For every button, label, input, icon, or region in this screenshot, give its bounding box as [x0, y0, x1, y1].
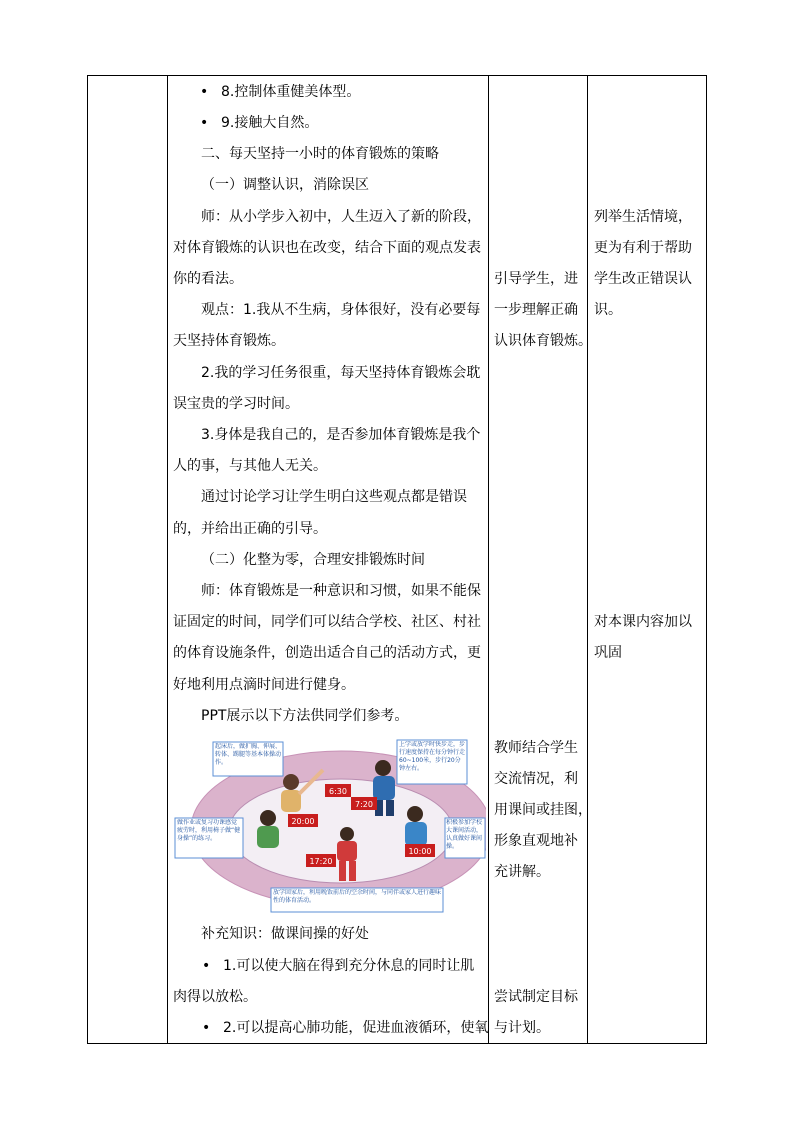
content-line: 你的看法。 — [173, 271, 243, 287]
activity-line: 充讲解。 — [494, 864, 550, 880]
content-line: 肉得以放松。 — [173, 989, 257, 1005]
subsection-heading: （二）化整为零，合理安排锻炼时间 — [201, 552, 425, 568]
bullet-mark: • — [200, 115, 209, 131]
subsection-heading: （一）调整认识，消除误区 — [201, 177, 369, 193]
intent-line: 对本课内容加以 — [594, 614, 692, 630]
bullet-mark: • — [202, 1020, 211, 1036]
content-line: 师：从小学步入初中，人生迈入了新的阶段， — [201, 209, 481, 225]
time-badge: 10:00 — [408, 847, 432, 856]
content-line: 3.身体是我自己的，是否参加体育锻炼是我个 — [201, 427, 481, 443]
activity-line: 引导学生，进 — [494, 271, 578, 287]
caption-text: 做作业或复习功课感觉疲劳时，利用椅子做“健身操”的练习。 — [177, 819, 241, 842]
caption-text: 上学或放学时快步走，步行速度保持在每分钟行走60~100米，步行20分钟左右。 — [399, 741, 465, 772]
activity-line: 与计划。 — [494, 1020, 550, 1036]
content-line: 通过讨论学习让学生明白这些观点都是错误 — [201, 489, 467, 505]
content-line: 好地利用点滴时间进行健身。 — [173, 677, 355, 693]
intent-line: 巩固 — [594, 645, 622, 661]
activity-line: 认识体育锻炼。 — [494, 333, 592, 349]
activity-line: 尝试制定目标 — [494, 989, 578, 1005]
content-line: 2.我的学习任务很重，每天坚持体育锻炼会耽 — [201, 365, 481, 381]
content-line: 人的事，与其他人无关。 — [173, 458, 327, 474]
column-divider-2 — [488, 75, 489, 1044]
content-line: 证固定的时间，同学们可以结合学校、社区、村社 — [173, 614, 481, 630]
caption-text: 积极参加学校大课间活动，认真做好课间操。 — [446, 819, 483, 850]
content-line: 师：体育锻炼是一种意识和习惯，如果不能保 — [201, 583, 481, 599]
caption-text: 放学回家后，利用晚饭前后的空余时间，与同伴或家人进行趣味性的体育活动。 — [273, 889, 441, 904]
activity-line: 一步理解正确 — [494, 302, 578, 318]
table-right-border — [706, 75, 707, 1044]
content-line: 的，并给出正确的引导。 — [173, 521, 327, 537]
activity-line: 教师结合学生 — [494, 740, 578, 756]
bullet-mark: • — [200, 84, 209, 100]
time-badge: 7:20 — [355, 800, 373, 809]
activity-line: 用课间或挂图， — [494, 802, 592, 818]
table-top-border — [87, 75, 707, 76]
column-divider-1 — [167, 75, 168, 1044]
supplement-heading: 补充知识：做课间操的好处 — [201, 926, 369, 942]
activity-line: 交流情况，利 — [494, 771, 578, 787]
activity-line: 形象直观地补 — [494, 833, 578, 849]
time-badge: 17:20 — [309, 857, 333, 866]
time-badge: 20:00 — [291, 817, 315, 826]
column-divider-3 — [587, 75, 588, 1044]
content-line: 观点：1.我从不生病，身体很好，没有必要每 — [201, 302, 481, 318]
content-line: 天坚持体育锻炼。 — [173, 333, 285, 349]
intent-line: 学生改正错误认 — [594, 271, 692, 287]
content-line: 1.可以使大脑在得到充分休息的同时让肌 — [223, 958, 475, 974]
content-line: 的体育设施条件，创造出适合自己的活动方式，更 — [173, 645, 481, 661]
content-line: 2.可以提高心肺功能，促进血液循环，使氧 — [223, 1020, 489, 1036]
exercise-schedule-illustration — [173, 736, 486, 916]
section-heading: 二、每天坚持一小时的体育锻炼的策略 — [201, 146, 439, 162]
bullet-mark: • — [202, 958, 211, 974]
intent-line: 更为有利于帮助 — [594, 240, 692, 256]
content-line: 对体育锻炼的认识也在改变，结合下面的观点发表 — [173, 240, 481, 256]
table-left-border — [87, 75, 88, 1044]
content-line: 8.控制体重健美体型。 — [221, 84, 361, 100]
intent-line: 识。 — [594, 302, 622, 318]
caption-text: 起床后，做扩胸、伸展、转体、踢腿等基本体操动作。 — [215, 743, 281, 766]
content-line: PPT展示以下方法供同学们参考。 — [201, 708, 409, 724]
intent-line: 列举生活情境， — [594, 209, 692, 225]
content-line: 误宝贵的学习时间。 — [173, 396, 299, 412]
time-badge: 6:30 — [329, 787, 347, 796]
content-line: 9.接触大自然。 — [221, 115, 319, 131]
